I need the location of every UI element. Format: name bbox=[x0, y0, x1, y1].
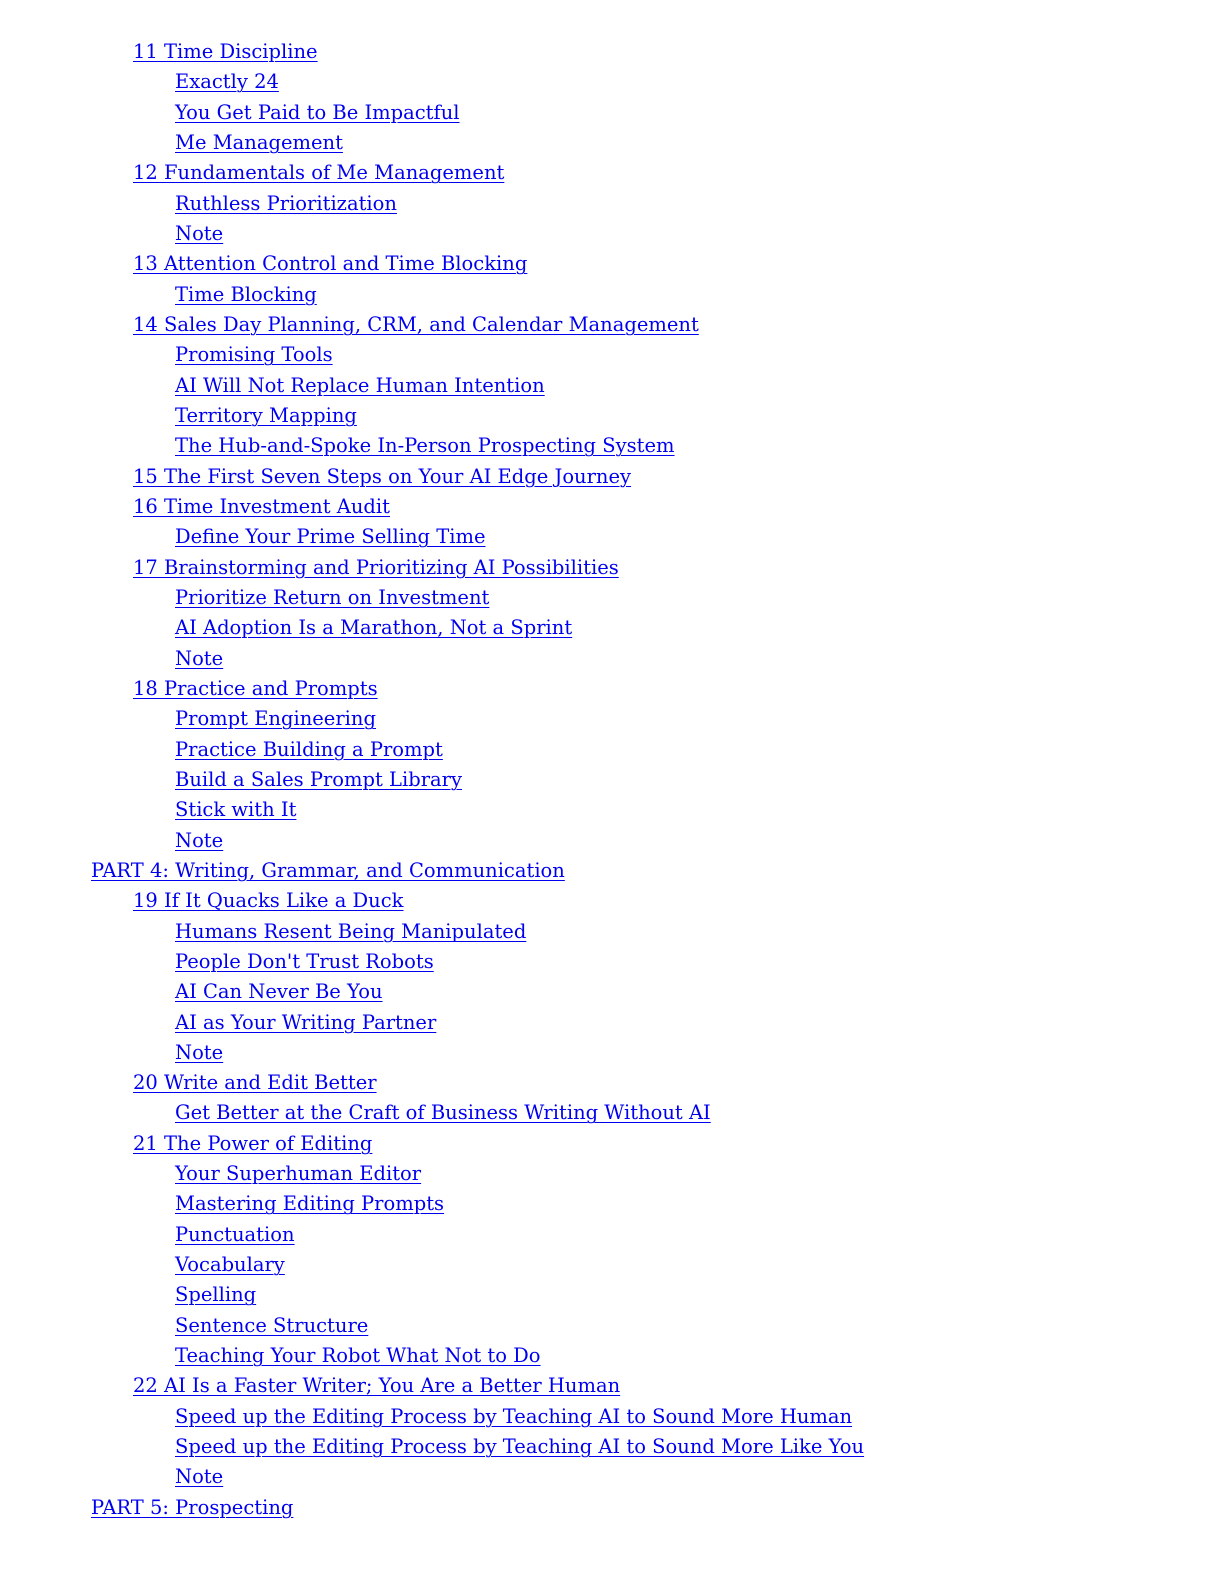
toc-section-link[interactable]: Teaching Your Robot What Not to Do bbox=[175, 1344, 541, 1368]
toc-chapter-link[interactable]: 11 Time Discipline bbox=[133, 40, 318, 63]
toc-part-link[interactable]: PART 5: Prospecting bbox=[91, 1495, 294, 1519]
toc-chapter-link[interactable]: 17 Brainstorming and Prioritizing AI Possibilities bbox=[133, 555, 619, 579]
toc-section-link[interactable]: Note bbox=[175, 1040, 224, 1064]
toc-section-link[interactable]: Prompt Engineering bbox=[175, 707, 376, 731]
toc-section-link[interactable]: Humans Resent Being Manipulated bbox=[175, 919, 527, 943]
toc-section-link[interactable]: Ruthless Prioritization bbox=[175, 191, 397, 215]
toc-section-link[interactable]: Vocabulary bbox=[175, 1253, 285, 1277]
toc-section-link[interactable]: The Hub-and-Spoke In-Person Prospecting System bbox=[175, 434, 675, 458]
toc-section-link[interactable]: Territory Mapping bbox=[175, 403, 357, 427]
toc-section-link[interactable]: Note bbox=[175, 221, 224, 245]
toc-section-link[interactable]: You Get Paid to Be Impactful bbox=[175, 100, 460, 124]
toc-section-link[interactable]: Punctuation bbox=[175, 1222, 295, 1246]
toc-chapter-link[interactable]: 13 Attention Control and Time Blocking bbox=[133, 252, 528, 276]
toc-chapter-link[interactable]: 16 Time Investment Audit bbox=[133, 494, 390, 518]
toc-section-link[interactable]: Get Better at the Craft of Business Writing Without AI bbox=[175, 1101, 711, 1125]
toc-chapter-link[interactable]: 18 Practice and Prompts bbox=[133, 676, 378, 700]
toc-chapter-link[interactable]: 20 Write and Edit Better bbox=[133, 1071, 377, 1095]
toc-section-link[interactable]: Sentence Structure bbox=[175, 1313, 369, 1337]
toc-section-link[interactable]: Note bbox=[175, 646, 224, 670]
toc-section-link[interactable]: AI Will Not Replace Human Intention bbox=[175, 373, 545, 397]
toc-chapter-link[interactable]: 12 Fundamentals of Me Management bbox=[133, 161, 505, 185]
toc-section-link[interactable]: AI Can Never Be You bbox=[175, 980, 383, 1004]
toc-chapter-link[interactable]: 14 Sales Day Planning, CRM, and Calendar Management bbox=[133, 312, 699, 336]
toc-section-link[interactable]: Define Your Prime Selling Time bbox=[175, 525, 486, 549]
toc-chapter-link[interactable]: 15 The First Seven Steps on Your AI Edge Journey bbox=[133, 464, 632, 488]
toc-chapter-link[interactable]: 21 The Power of Editing bbox=[133, 1131, 373, 1155]
toc-section-link[interactable]: Build a Sales Prompt Library bbox=[175, 767, 462, 791]
toc-section-link[interactable]: Prioritize Return on Investment bbox=[175, 585, 490, 609]
toc-section-link[interactable]: People Don't Trust Robots bbox=[175, 949, 434, 973]
toc-section-link[interactable]: Your Superhuman Editor bbox=[175, 1162, 422, 1186]
toc-chapter-link[interactable]: 19 If It Quacks Like a Duck bbox=[133, 889, 404, 913]
toc-section-link[interactable]: Time Blocking bbox=[175, 282, 317, 306]
toc-section-link[interactable]: Stick with It bbox=[175, 798, 297, 822]
toc-section-link[interactable]: Note bbox=[175, 828, 224, 852]
toc-section-link[interactable]: Exactly 24 bbox=[175, 70, 279, 94]
toc-section-link[interactable]: AI as Your Writing Partner bbox=[175, 1010, 437, 1034]
toc-section-link[interactable]: Promising Tools bbox=[175, 343, 333, 367]
toc-part-link[interactable]: PART 4: Writing, Grammar, and Communication bbox=[91, 858, 565, 882]
toc-section-link[interactable]: AI Adoption Is a Marathon, Not a Sprint bbox=[175, 616, 573, 640]
toc-section-link[interactable]: Speed up the Editing Process by Teaching AI to Sound More Human bbox=[175, 1404, 853, 1428]
toc-section-link[interactable]: Speed up the Editing Process by Teaching AI to Sound More Like You bbox=[175, 1435, 865, 1459]
toc-section-link[interactable]: Me Management bbox=[175, 130, 343, 154]
toc-section-link[interactable]: Note bbox=[175, 1465, 224, 1489]
table-of-contents bbox=[0, 37, 1224, 1523]
toc-section-link[interactable]: Mastering Editing Prompts bbox=[175, 1192, 445, 1216]
toc-section-link[interactable]: Spelling bbox=[175, 1283, 257, 1307]
toc-section-link[interactable]: Practice Building a Prompt bbox=[175, 737, 443, 761]
toc-chapter-link[interactable]: 22 AI Is a Faster Writer; You Are a Better Human bbox=[133, 1374, 621, 1398]
